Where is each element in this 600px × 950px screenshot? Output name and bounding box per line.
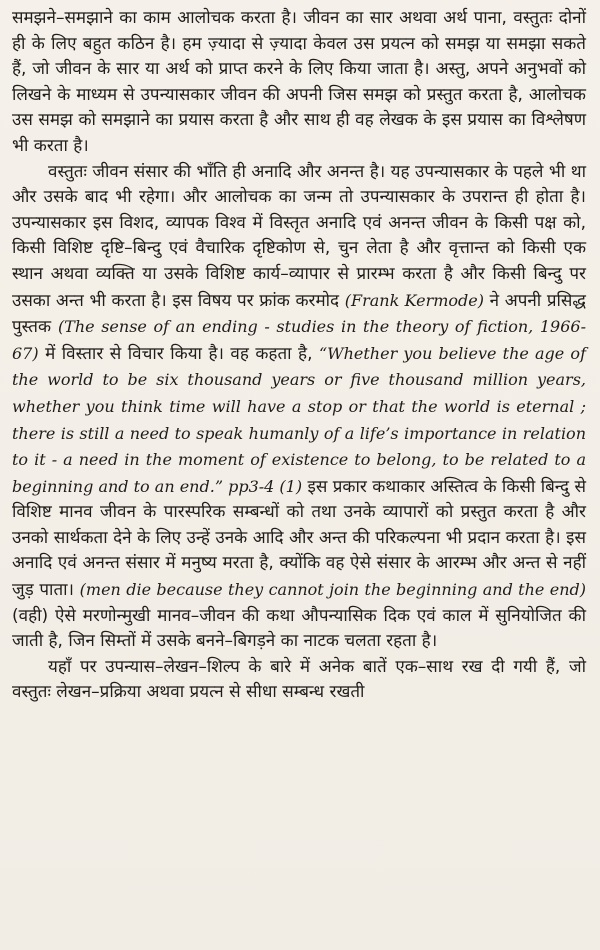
paragraph-3 (12, 655, 586, 706)
citation-author-name: (Frank Kermode) (344, 290, 484, 310)
paragraph-2-text-2: ने अपनी प्रसिद्ध पुस्तक (12, 290, 587, 338)
paragraph-2-text-1: वस्तुतः जीवन संसार की भाँति ही अनादि और अनन्त है। यह उपन्यासकार के पहले भी था और उसके बाद भी रहेगा। और आलोचक का जन्म तो उपन्यासकार के उपरान्त ही होता है। उपन्यासकार इस विशद, व्यापक विश्व में विस्तृत अनादि एवं अनन्त जीवन के किसी पक्ष को, किसी विशिष्ट दृष्टि–बिन्दु एवं वैचारिक दृष्टिकोण से, चुन लेता है और वृत्तान्त को किसी एक स्थान अथवा व्यक्ति या उसके विशिष्ट कार्य–व्यापार से प्रारम्भ करता है और किसी बिन्दु पर उसका अन्त भी करता है। इस विषय पर फ्रांक करमोद (12, 161, 586, 311)
paragraph-2-text-5: (वही) ऐसे मरणोन्मुखी मानव–जीवन की कथा औपन्यासिक दिक एवं काल में सुनियोजित की जाती है, जिन सिम्तों में उसके बनने–बिगड़ने का नाटक चलता रहता है। (12, 605, 586, 652)
paragraph-1-text: समझने–समझाने का काम आलोचक करता है। जीवन का सार अथवा अर्थ पाना, वस्तुतः दोनों ही के लिए बहुत कठिन है। हम ज़्यादा से ज़्यादा केवल उस प्रयत्न को समझ या समझा सकते हैं, जो जीवन के सार या अर्थ को प्राप्त करने के लिए किया जाता है। अस्तु, अपने अनुभवों को लिखने के माध्यम से उपन्यासकार जीवन की अपनी जिस समझ को प्रस्तुत करता है, आलोचक उस समझ को समझाने का प्रयास करता है और साथ ही वह लेखक के इस प्रयास का विश्लेषण भी करता है। (12, 8, 586, 156)
english-parenthetical: (men die because they cannot join the beginning and the end) (79, 580, 586, 600)
paragraph-2-text-3: में विस्तार से विचार किया है। वह कहता है, (38, 343, 319, 364)
paragraph-1 (12, 6, 586, 160)
paragraph-2 (12, 160, 586, 655)
paragraph-3-text: यहाँ पर उपन्यास–लेखन–शिल्प के बारे में अनेक बातें एक–साथ रख दी गयी हैं, जो वस्तुतः लेखन–प्रक्रिया अथवा प्रयत्न से सीधा सम्बन्ध रखती (12, 656, 586, 703)
english-quotation: “Whether you believe the age of the world to be six thousand years or five thousand million years, whether you think time will have a stop or that the world is eternal ; there is still a need to speak humanly of a life’s importance in relation to it - a need in the moment of existence to belong, to be related to a beginning and to an end.” pp3-4 (1) (12, 343, 586, 496)
paragraph-2-text-4: इस प्रकार कथाकार अस्तित्व के किसी बिन्दु से विशिष्ट मानव जीवन के पारस्परिक सम्बन्धों को तथा उनके व्यापारों को प्रस्तुत करता है और उनको सार्थकता देने के लिए उन्हें उनके आदि और अन्त की परिकल्पना भी प्रदान करता है। इस अनादि एवं अनन्त संसार में मनुष्य मरता है, क्योंकि वह ऐसे संसार के आरम्भ और अन्त से नहीं जुड़ पाता। (12, 476, 586, 601)
citation-book-title: (The sense of an ending - studies in the theory of fiction, 1966-67) (12, 317, 586, 363)
